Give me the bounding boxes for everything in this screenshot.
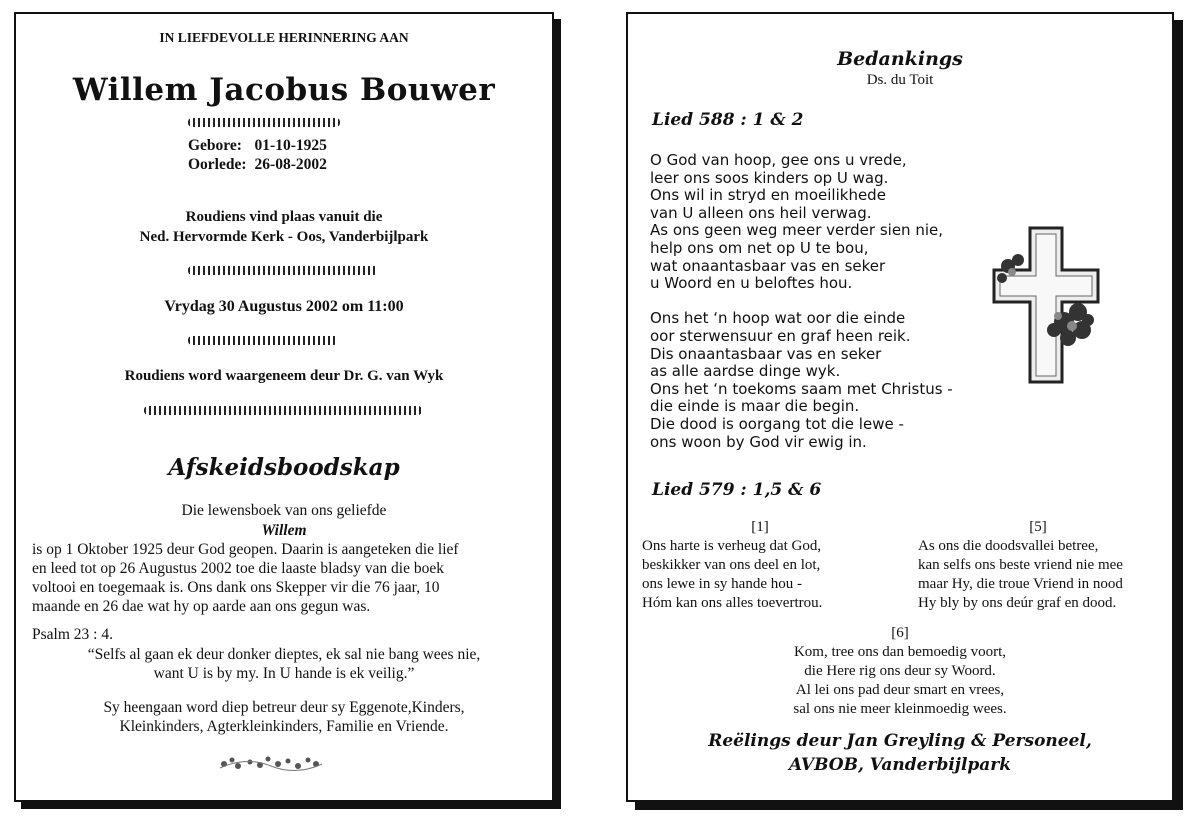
stanza-5	[918, 518, 1158, 613]
verse-line: Ons het ‘n toekoms saam met Christus -	[650, 379, 953, 398]
verse-line: wat onaantasbaar vas en seker	[650, 256, 886, 275]
died-date: 26-08-2002	[254, 156, 327, 173]
stanza-line: sal ons nie meer kleinmoedig wees.	[793, 701, 1007, 717]
service-line-2: Ned. Hervormde Kerk - Oos, Vanderbijlpark	[139, 229, 429, 245]
message-line: en leed tot op 26 Augustus 2002 toe die laaste bladsy van die boek	[32, 560, 444, 577]
verse-line: Die dood is oorgang tot die lewe -	[650, 414, 904, 433]
verse-line: Dis onaantasbaar vas en seker	[650, 344, 882, 363]
verse-line: Ons het ‘n hoop wat oor die einde	[650, 309, 906, 328]
thanks-title: Bedankings	[837, 48, 963, 70]
message-title: Afskeidsboodskap	[168, 454, 400, 481]
stanza-line: Ons harte is verheug dat God,	[642, 538, 822, 554]
closing-line-1: Reëlings deur Jan Greyling & Personeel,	[708, 731, 1092, 751]
message-body	[32, 540, 542, 616]
left-page	[14, 12, 554, 802]
vine-divider	[188, 118, 340, 127]
stanza-line: ons lewe in sy hande hou -	[642, 576, 802, 592]
verse-line: van U alleen ons heil verwag.	[650, 203, 872, 222]
vine-divider	[188, 336, 338, 345]
verse-line: Ons wil in stryd en moeilikhede	[650, 186, 886, 205]
minister: Ds. du Toit	[866, 72, 934, 88]
stanza-line: kan selfs ons beste vriend nie mee	[918, 557, 1123, 573]
psalm-line: “Selfs al gaan ek deur donker dieptes, ek sal nie bang wees nie,	[87, 646, 481, 663]
mourners-line: Sy heengaan word diep betreur deur sy Eggenote,Kinders,	[103, 699, 465, 716]
stanza-line: As ons die doodsvallei betree,	[918, 538, 1099, 554]
hymn2-title: Lied 579 : 1,5 & 6	[652, 480, 822, 500]
stanza-line: Hy bly by ons deúr graf en dood.	[918, 595, 1117, 611]
stanza-5-number: [5]	[1029, 519, 1047, 535]
verse-line: oor sterwensuur en graf heen reik.	[650, 326, 911, 345]
message-line: maande en 26 dae wat hy op aarde aan ons gegun was.	[32, 598, 371, 615]
psalm-reference: Psalm 23 : 4.	[32, 626, 113, 643]
verse-line: As ons geen weg meer verder sien nie,	[650, 221, 944, 240]
born-label: Gebore:	[188, 137, 242, 154]
verse-line: help ons om net op U te bou,	[650, 238, 869, 257]
stanza-line: die Here rig ons deur sy Woord.	[804, 663, 996, 679]
mourners	[16, 698, 552, 736]
stanza-line: Al lei ons pad deur smart en vrees,	[795, 682, 1005, 698]
verse-spacer	[650, 293, 953, 311]
closing-line-2: AVBOB, Vanderbijlpark	[788, 755, 1012, 775]
dates-table	[188, 136, 335, 174]
vine-divider	[188, 266, 378, 275]
closing-credits	[628, 729, 1172, 777]
psalm-quote	[16, 645, 552, 683]
hymn1-verses	[650, 152, 953, 451]
hymn1-title: Lied 588 : 1 & 2	[652, 110, 804, 130]
message-name: Willem	[261, 522, 307, 539]
verse-line: ons woon by God vir ewig in.	[650, 432, 867, 451]
intro-heading: IN LIEFDEVOLLE HERINNERING AAN	[159, 30, 409, 45]
stanza-line: Kom, tree ons dan bemoedig voort,	[793, 644, 1007, 660]
stanza-1-number: [1]	[751, 519, 769, 535]
stanza-6	[628, 624, 1172, 719]
verse-line: as alle aardse dinge wyk.	[650, 362, 841, 381]
message-lead-text: Die lewensboek van ons geliefde	[181, 502, 387, 519]
officiant: Roudiens word waargeneem deur Dr. G. van Wyk	[124, 368, 444, 384]
message-line: is op 1 Oktober 1925 deur God geopen. Daarin is aangeteken die lief	[32, 541, 459, 558]
message-line: voltooi en toegemaak is. Ons dank ons Skepper vir die 76 jaar, 10	[32, 579, 440, 596]
verse-line: u Woord en u beloftes hou.	[650, 274, 853, 293]
deceased-name: Willem Jacobus Bouwer	[72, 72, 496, 108]
stanza-line: beskikker van ons deel en lot,	[642, 557, 821, 573]
service-location	[16, 207, 552, 247]
stanza-line: Hóm kan ons alles toevertrou.	[642, 595, 823, 611]
verse-line: O God van hoop, gee ons u vrede,	[650, 151, 907, 169]
service-datetime: Vrydag 30 Augustus 2002 om 11:00	[164, 298, 404, 315]
stanza-line: maar Hy, die troue Vriend in nood	[918, 576, 1123, 592]
right-page	[626, 12, 1174, 802]
stanza-6-number: [6]	[891, 625, 909, 641]
stanza-1	[642, 518, 878, 613]
verse-line: leer ons soos kinders op U wag.	[650, 168, 889, 187]
died-label: Oorlede:	[188, 156, 247, 173]
cross-with-flowers-icon	[992, 226, 1100, 384]
born-date: 01-10-1925	[254, 137, 327, 154]
vine-divider	[144, 406, 422, 415]
service-line-1: Roudiens vind plaas vanuit die	[185, 209, 383, 225]
psalm-line: want U is by my. In U hande is ek veilig.”	[153, 665, 415, 682]
verse-line: die einde is maar die begin.	[650, 397, 860, 416]
message-lead	[16, 501, 552, 541]
flower-ornament-icon	[216, 750, 326, 774]
mourners-line: Kleinkinders, Agterkleinkinders, Familie en Vriende.	[119, 718, 449, 735]
